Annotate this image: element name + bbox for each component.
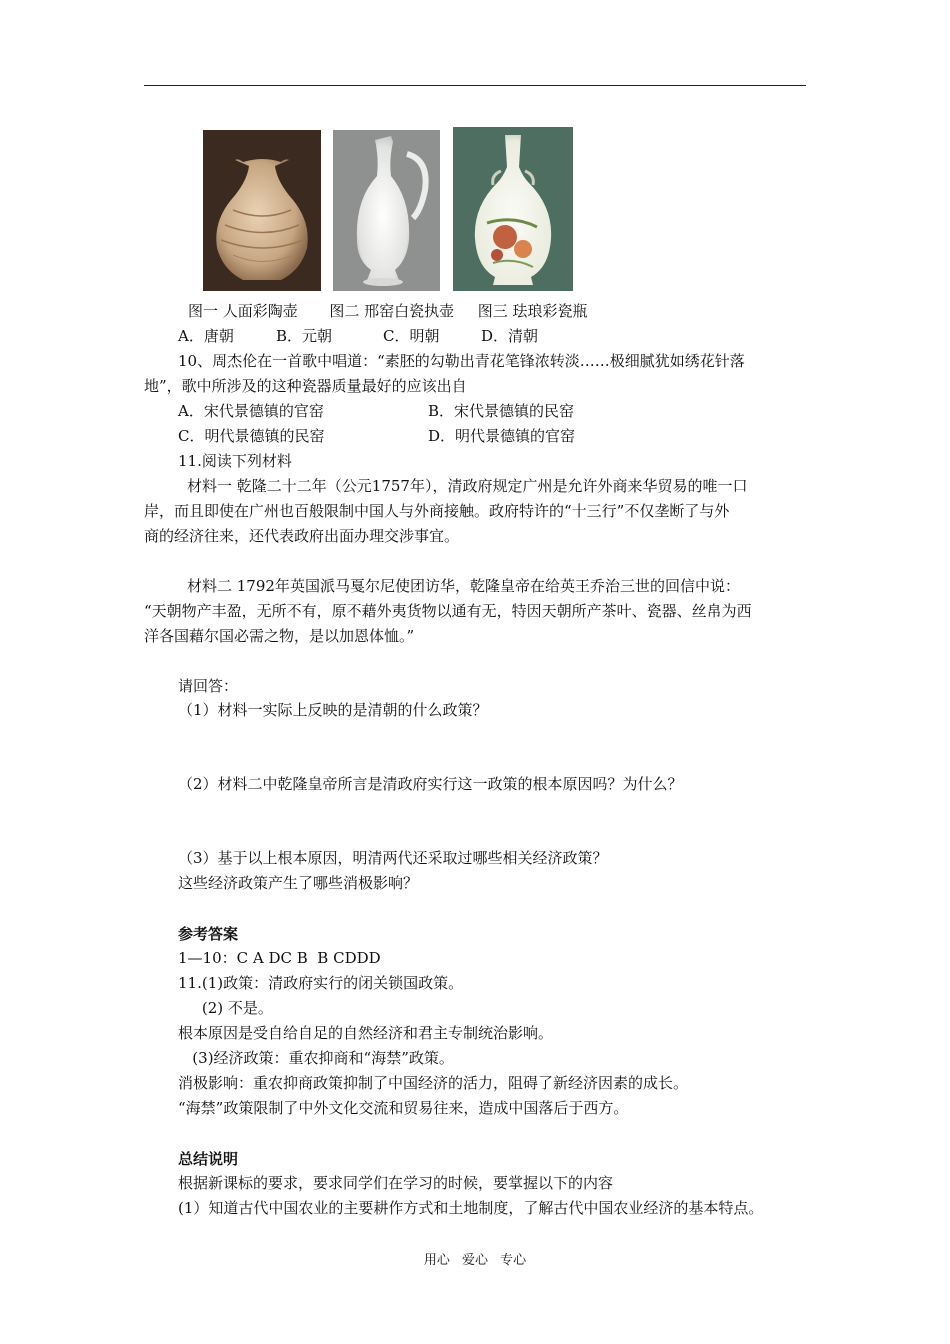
q11-material1-line1: 材料一 乾隆二十二年（公元1757年），清政府规定广州是允许外商来华贸易的唯一口 xyxy=(187,477,748,495)
summary-line1: 根据新课标的要求，要求同学们在学习的时候，要掌握以下的内容 xyxy=(178,1174,614,1192)
q10-option-c: C．明代景德镇的民窑 xyxy=(178,427,325,445)
figure-caption-2: 图二 邢窑白瓷执壶 xyxy=(329,302,455,320)
answers-line-1: 1—10：C A DC B B CDDD xyxy=(178,949,381,967)
q11-sub1: （1）材料一实际上反映的是清朝的什么政策？ xyxy=(178,701,488,719)
summary-heading: 总结说明 xyxy=(178,1150,239,1168)
q11-prompt: 请回答： xyxy=(178,677,239,695)
answers-line-5: (3)经济政策：重农抑商和“海禁”政策。 xyxy=(178,1049,454,1067)
q11-material2-line3: 洋各国藉尔国必需之物，是以加恩体恤。” xyxy=(144,627,415,645)
q9-option-d: D．清朝 xyxy=(481,327,539,345)
q11-sub3-line2: 这些经济政策产生了哪些消极影响？ xyxy=(178,874,419,892)
q10-option-b: B．宋代景德镇的民窑 xyxy=(428,402,575,420)
answers-line-7: “海禁”政策限制了中外文化交流和贸易往来，造成中国落后于西方。 xyxy=(178,1099,629,1117)
page-footer: 用心 爱心 专心 xyxy=(423,1253,527,1268)
figure-captions xyxy=(188,301,587,321)
q9-option-b: B．元朝 xyxy=(276,327,333,345)
q11-sub2: （2）材料二中乾隆皇帝所言是清政府实行这一政策的根本原因吗？为什么？ xyxy=(178,775,683,793)
answers-line-2: 11.(1)政策：清政府实行的闭关锁国政策。 xyxy=(178,974,464,992)
summary-line2: (1）知道古代中国农业的主要耕作方式和土地制度，了解古代中国农业经济的基本特点。 xyxy=(178,1199,764,1217)
answers-line-4: 根本原因是受自给自足的自然经济和君主专制统治影响。 xyxy=(178,1024,554,1042)
q10-stem-line2: 地”，歌中所涉及的这种瓷器质量最好的应该出自 xyxy=(144,377,467,395)
figure-1-pottery-jar-image xyxy=(203,130,321,291)
q10-option-a: A．宋代景德镇的官窑 xyxy=(178,402,324,420)
answers-line-3: (2) 不是。 xyxy=(178,999,273,1017)
answers-heading: 参考答案 xyxy=(178,925,239,943)
q10-stem-line1: 10、周杰伦在一首歌中唱道：“素胚的勾勒出青花笔锋浓转淡……极细腻犹如绣花针落 xyxy=(178,352,745,370)
figure-caption-3: 图三 珐琅彩瓷瓶 xyxy=(477,302,588,320)
q9-option-a: A．唐朝 xyxy=(178,327,234,345)
q11-sub3-line1: （3）基于以上根本原因，明清两代还采取过哪些相关经济政策？ xyxy=(178,849,608,867)
q11-material1-line3: 商的经济往来，还代表政府出面办理交涉事宜。 xyxy=(144,527,460,545)
answers-line-6: 消极影响：重农抑商政策抑制了中国经济的活力，阻碍了新经济因素的成长。 xyxy=(178,1074,689,1092)
header-rule xyxy=(144,85,806,86)
q10-option-d: D．明代景德镇的官窑 xyxy=(428,427,576,445)
q11-material2-line1: 材料二 1792年英国派马戛尔尼使团访华，乾隆皇帝在给英王乔治三世的回信中说： xyxy=(187,577,740,595)
q11-material1-line2: 岸，而且即使在广州也百般限制中国人与外商接触。政府特许的“十三行”不仅垄断了与外 xyxy=(144,502,730,520)
figure-caption-1: 图一 人面彩陶壶 xyxy=(188,302,298,320)
q11-heading: 11.阅读下列材料 xyxy=(178,452,292,470)
figure-3-enamel-vase-image xyxy=(453,127,573,291)
figure-2-white-ewer-image xyxy=(333,130,440,291)
q11-material2-line2: “天朝物产丰盈，无所不有，原不藉外夷货物以通有无，特因天朝所产茶叶、瓷器、丝帛为西 xyxy=(144,602,752,620)
q9-option-c: C．明朝 xyxy=(383,327,440,345)
